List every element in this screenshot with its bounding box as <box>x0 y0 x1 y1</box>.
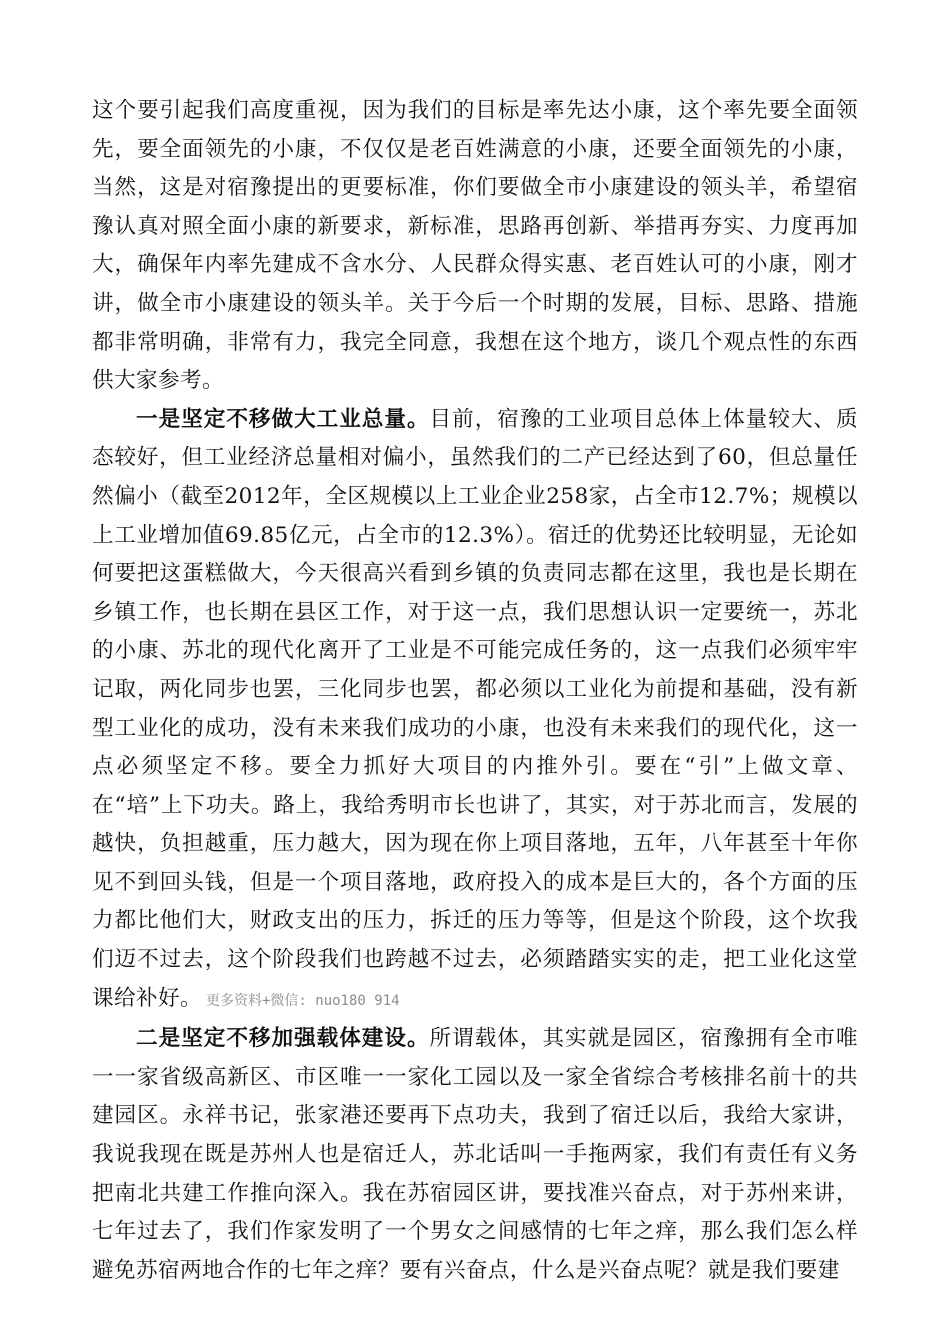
paragraph-intro-text: 这个要引起我们高度重视，因为我们的目标是率先达小康，这个率先要全面领先，要全面领先的小康，不仅仅是老百姓满意的小康，还要全面领先的小康，当然，这是对宿豫提出的更要标准，你们要做全市小康建设的领头羊，希望宿豫认真对照全面小康的新要求，新标准，思路再创新、举措再夯实、力度再加大，确保年内率先建成不含水分、人民群众得实惠、老百姓认可的小康，刚才讲，做全市小康建设的领头羊。关于今后一个时期的发展，目标、思路、措施都非常明确，非常有力，我完全同意，我想在这个地方，谈几个观点性的东西供大家参考。 <box>92 98 858 394</box>
watermark-note: 更多资料+微信: nuo180 914 <box>205 992 400 1009</box>
paragraph-carrier-text: 所谓载体，其实就是园区，宿豫拥有全市唯一一家省级高新区、市区唯一一家化工园以及一家全省综合考核排名前十的共建园区。永祥书记，张家港还要再下点功夫，我到了宿迁以后，我给大家讲，我说我现在既是苏州人也是宿迁人，苏北话叫一手拖两家，我们有责任有义务把南北共建工作推向深入。我在苏宿园区讲，要找准兴奋点，对于苏州来讲，七年过去了，我们作家发明了一个男女之间感情的七年之痒，那么我们怎么样避免苏宿两地合作的七年之痒？要有兴奋点，什么是兴奋点呢？就是我们要建 <box>92 1026 858 1283</box>
paragraph-carrier-heading: 二是坚定不移加强载体建设。 <box>136 1026 430 1052</box>
paragraph-industry <box>92 401 858 1021</box>
paragraph-industry-heading: 一是坚定不移做大工业总量。 <box>136 406 430 432</box>
paragraph-industry-text: 目前，宿豫的工业项目总体上体量较大、质态较好，但工业经济总量相对偏小，虽然我们的二产已经达到了60，但总量任然偏小（截至2012年，全区规模以上工业企业258家，占全市12.7%；规模以上工业增加值69.85亿元，占全市的12.3%）。宿迁的优势还比较明显，无论如何要把这蛋糕做大，今天很高兴看到乡镇的负责同志都在这里，我也是长期在乡镇工作，也长期在县区工作，对于这一点，我们思想认识一定要统一，苏北的小康、苏北的现代化离开了工业是不可能完成任务的，这一点我们必须牢牢记取，两化同步也罢，三化同步也罢，都必须以工业化为前提和基础，没有新型工业化的成功，没有未来我们成功的小康，也没有未来我们的现代化，这一点必须坚定不移。要全力抓好大项目的内推外引。要在“引”上做文章、在“培”上下功夫。路上，我给秀明市长也讲了，其实，对于苏北而言，发展的越快，负担越重，压力越大，因为现在你上项目落地，五年，八年甚至十年你见不到回头钱，但是一个项目落地，政府投入的成本是巨大的，各个方面的压力都比他们大，财政支出的压力，拆迁的压力等等，但是这个阶段，这个坎我们迈不过去，这个阶段我们也跨越不过去，必须踏踏实实的走，把工业化这堂课给补好。 <box>92 406 858 1011</box>
document-page <box>92 92 858 1290</box>
paragraph-intro <box>92 92 858 401</box>
paragraph-carrier <box>92 1020 858 1290</box>
